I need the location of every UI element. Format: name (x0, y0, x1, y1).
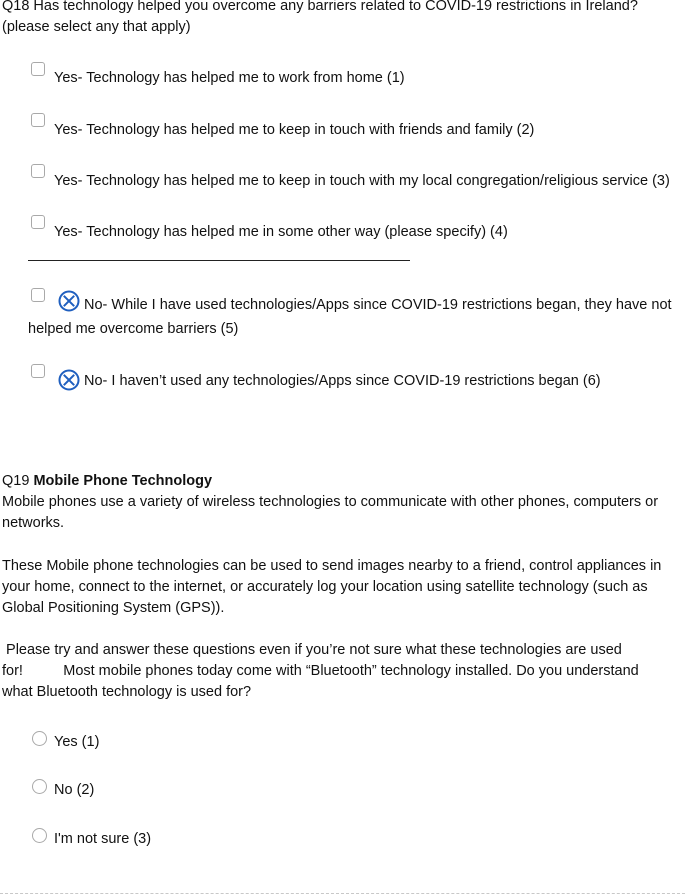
circle-x-icon (58, 369, 80, 391)
q18-option-6-checkbox[interactable] (31, 364, 45, 378)
q18-option-2-checkbox[interactable] (31, 113, 45, 127)
q19-number: Q19 (2, 473, 30, 489)
q19-para2-line1: These Mobile phone technologies can be used to send images nearby to a friend, control appliances in (2, 558, 662, 574)
q18-option-6-label: No- I haven’t used any technologies/Apps since COVID-19 restrictions began (6) (84, 373, 601, 389)
page-break-divider (0, 893, 685, 894)
q18-question-line2: (please select any that apply) (2, 19, 191, 35)
q18-option-5-label-line1: No- While I have used technologies/Apps since COVID-19 restrictions began, they have not (84, 297, 672, 313)
q18-option-1-label: Yes- Technology has helped me to work from home (1) (54, 70, 405, 86)
circle-x-icon (58, 290, 80, 312)
q18-option-3-label: Yes- Technology has helped me to keep in touch with my local congregation/religious service (3) (54, 173, 670, 189)
q18-option-2-label: Yes- Technology has helped me to keep in touch with friends and family (2) (54, 122, 535, 138)
q19-para1-line2: networks. (2, 515, 65, 531)
q18-specify-text-field[interactable] (28, 260, 410, 261)
q19-option-3-radio[interactable] (32, 828, 47, 843)
q18-option-5-label-line2: helped me overcome barriers (5) (28, 321, 239, 337)
q19-option-2-label: No (2) (54, 782, 95, 798)
q18-question-line1: Q18 Has technology helped you overcome any barriers related to COVID-19 restrictions in Ireland? (2, 0, 638, 14)
q18-option-4-label: Yes- Technology has helped me in some other way (please specify) (4) (54, 224, 508, 240)
q18-option-3-checkbox[interactable] (31, 164, 45, 178)
q18-option-4-checkbox[interactable] (31, 215, 45, 229)
q18-option-5-checkbox[interactable] (31, 288, 45, 302)
q19-para3-line2: for! Most mobile phones today come with “Bluetooth” technology installed. Do you understand (2, 663, 639, 679)
q19-option-3-label: I'm not sure (3) (54, 831, 152, 847)
q19-option-2-radio[interactable] (32, 779, 47, 794)
q19-option-1-label: Yes (1) (54, 734, 100, 750)
q19-para2-line3: Global Positioning System (GPS)). (2, 600, 225, 616)
q19-para2-line2: your home, connect to the internet, or accurately log your location using satellite technology (such as (2, 579, 648, 595)
q19-para1-line1: Mobile phones use a variety of wireless technologies to communicate with other phones, computers or (2, 494, 659, 510)
q19-para3-line3: what Bluetooth technology is used for? (2, 684, 252, 700)
q18-option-1-checkbox[interactable] (31, 62, 45, 76)
q19-title: Mobile Phone Technology (33, 473, 213, 489)
q19-para3-line1: Please try and answer these questions even if you’re not sure what these technologies are used (2, 642, 622, 658)
q19-option-1-radio[interactable] (32, 731, 47, 746)
q19-heading (2, 471, 212, 492)
